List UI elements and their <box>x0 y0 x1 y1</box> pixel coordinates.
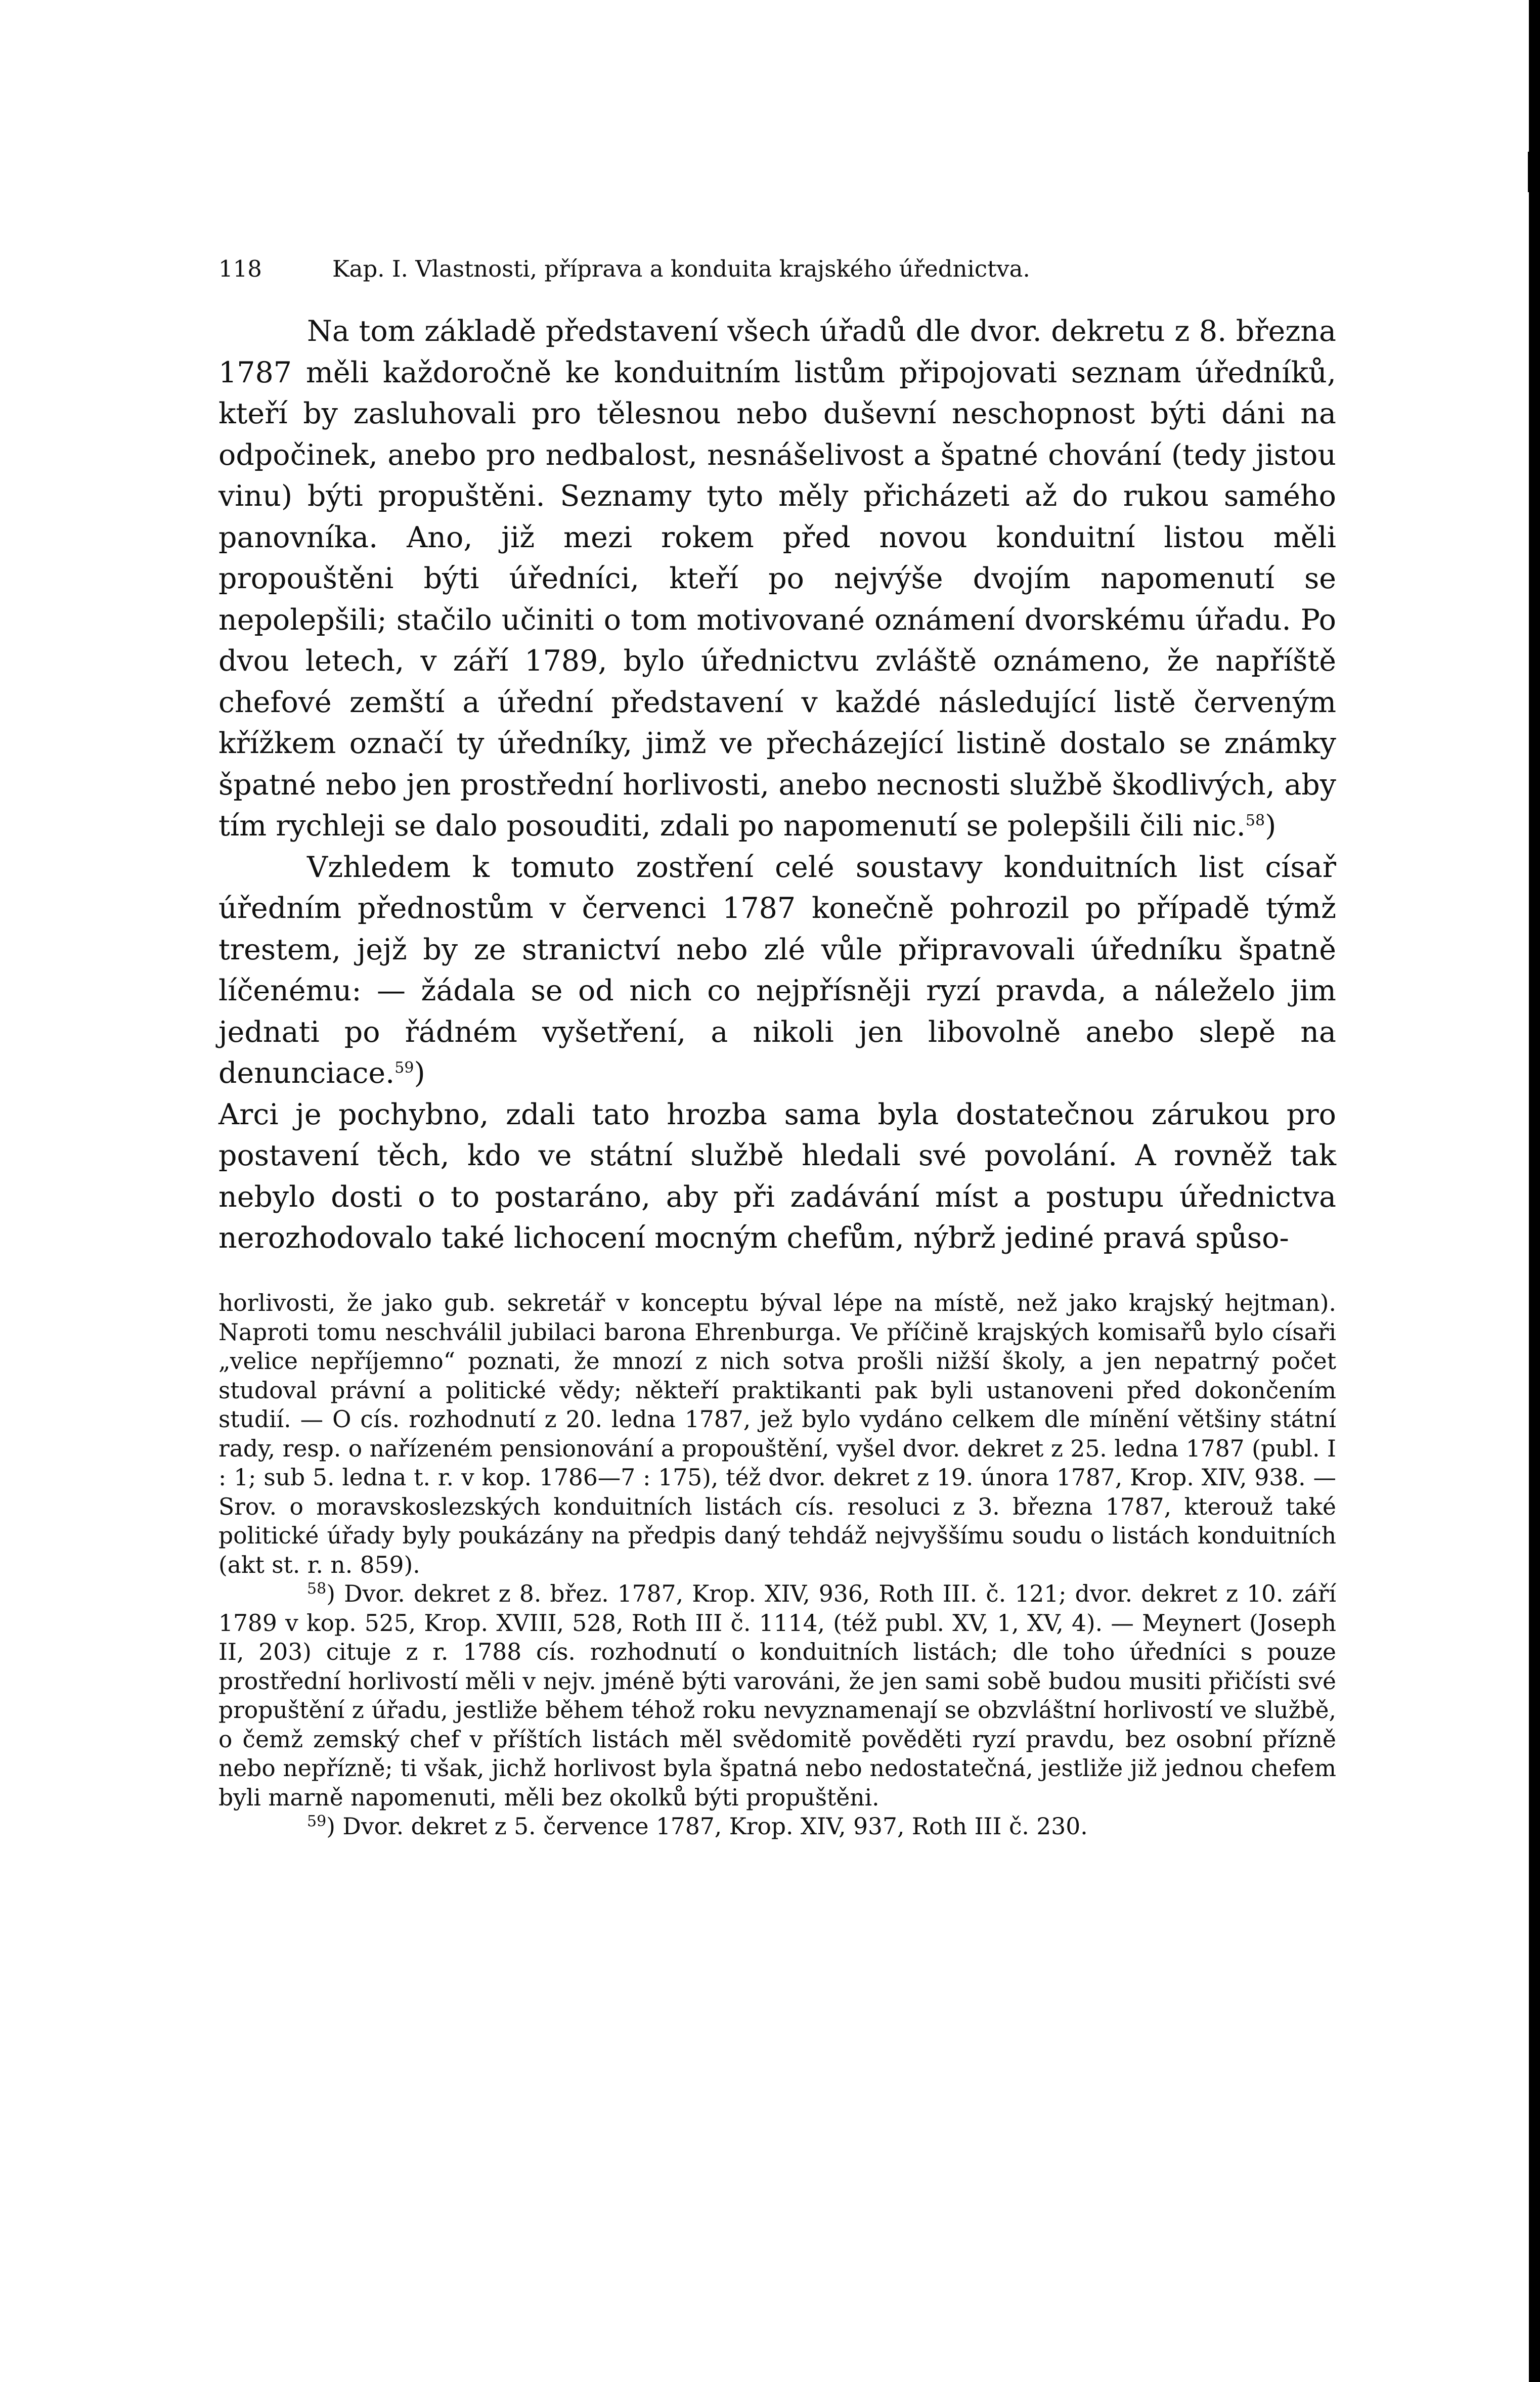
footnote-number: 58 <box>307 1579 327 1598</box>
footnote-text: Dvor. dekret z 8. břez. 1787, Krop. XIV, 936, Roth III. č. 121; dvor. dekret z 10. září 1789 v kop. 525, Krop. XVIII, 528, Roth III č. 1114, (též publ. XV, 1, XV, 4). — Meynert (Joseph II, 203) cituje z r. 1788 cís. rozhodnutí o konduitních listách; dle toho úředníci s pouze prostřední horlivostí měli v nejv. jméně býti varováni, že jen sami sobě budou musiti přičísti své propuštění z úřadu, jestliže během téhož roku nevyznamenají se obzvláštní horlivostí ve službě, o čemž zemský chef v příštích listách měl svědomitě pověděti ryzí pravdu, bez osobní přízně nebo nepřízně; ti však, jichž horlivost byla špatná nebo nedostatečná, jestliže již jednou chefem byli marně napomenuti, měli bez okolků býti propuštěni. <box>218 1580 1337 1811</box>
body-paragraph: Vzhledem k tomuto zostření celé soustavy konduitních list císař úředním přednostům v červenci 1787 konečně pohrozil po případě týmž trestem, jejž by ze stranictví nebo zlé vůle připravovali úředníku špatně líčenému: — žádala se od nich co nejpřísněji ryzí pravda, a náleželo jim jednati po řádném vyšetření, a nikoli jen libovolně anebo slepě na denunciace.$^{59}$) <box>218 850 1336 1090</box>
running-head: Kap. I. Vlastnosti, příprava a konduita krajského úřednictva. <box>332 255 1030 282</box>
footnotes <box>218 1289 1336 1841</box>
body-paragraph: Arci je pochybno, zdali tato hrozba sama byla dostatečnou zárukou pro postavení těch, kdo ve státní službě hledali své povolání. A rovněž tak nebylo dosti o to postaráno, aby při zadávání míst a postupu úřednictva nerozhodovalo také lichocení mocným chefům, nýbrž jediné pravá spůso- <box>218 1097 1336 1255</box>
footnote-58: $^{58}$) Dvor. dekret z 8. břez. 1787, Krop. XIV, 936, Roth III. č. 121; dvor. dekret z 10. září 1789 v kop. 525, Krop. XVIII, 528, Roth III č. 1114, (též publ. XV, 1, XV, 4). — Meynert (Joseph II, 203) cituje z r. 1788 cís. rozhodnutí o konduitních listách; dle toho úředníci s pouze prostřední horlivostí měli v nejv. jméně býti varováni, že jen sami sobě budou musiti přičísti své propuštění z úřadu, jestliže během téhož roku nevyznamenají se obzvláštní horlivostí ve službě, o čemž zemský chef v příštích listách měl svědomitě pověděti ryzí pravdu, bez osobní přízně nebo nepřízně; ti však, jichž horlivost byla špatná nebo nedostatečná, jestliže již jednou chefem byli marně napomenuti, měli bez okolků býti propuštěni. <box>218 1579 1337 1811</box>
footnote-text: Dvor. dekret z 5. července 1787, Krop. XIV, 937, Roth III č. 230. <box>342 1813 1088 1840</box>
footnote-59: $^{59}$) Dvor. dekret z 5. července 1787, Krop. XIV, 937, Roth III č. 230. <box>307 1812 1088 1840</box>
footnote-ref-59: 59 <box>394 1059 414 1077</box>
body-text <box>218 311 1336 1259</box>
footnote-number: 59 <box>307 1812 327 1830</box>
footnote-continuation: horlivosti, že jako gub. sekretář v konceptu býval lépe na místě, než jako krajský hejtman). Naproti tomu neschválil jubilaci barona Ehrenburga. Ve příčině krajských komisařů bylo císaři „velice nepříjemno“ poznati, že mnozí z nich sotva prošli nižší školy, a jen nepatrný počet studoval právní a politické vědy; někteří praktikanti pak byli ustanoveni před dokončením studií. — O cís. rozhodnutí z 20. ledna 1787, jež bylo vydáno celkem dle mínění většiny státní rady, resp. o nařízeném pensionování a propouštění, vyšel dvor. dekret z 25. ledna 1787 (publ. I : 1; sub 5. ledna t. r. v kop. 1786—7 : 175), též dvor. dekret z 19. února 1787, Krop. XIV, 938. — Srov. o moravskoslezských konduitních listách cís. resoluci z 3. března 1787, kterouž také politické úřady byly poukázány na předpis daný tehdáž nejvyššímu soudu o listách konduitních (akt st. r. n. 859). <box>218 1290 1336 1578</box>
body-paragraph: Na tom základě představení všech úřadů dle dvor. dekretu z 8. března 1787 měli každoročně ke konduitním listům připojovati seznam úředníků, kteří by zasluhovali pro tělesnou nebo duševní neschopnost býti dáni na odpočinek, anebo pro nedbalost, nesnášelivost a špatné chování (tedy jistou vinu) býti propuštěni. Seznamy tyto měly přicházeti až do rukou samého panovníka. Ano, již mezi rokem před novou konduitní listou měli propouštěni býti úředníci, kteří po nejvýše dvojím napomenutí se nepolepšili; stačilo učiniti o tom motivované oznámení dvorskému úřadu. Po dvou letech, v září 1789, bylo úřednictvu zvláště oznámeno, že napříště chefové zemští a úřední představení v každé následující listě červeným křížkem označí ty úředníky, jimž ve přecházející listině dostalo se známky špatné nebo jen prostřední horlivosti, anebo necnosti službě škodlivých, aby tím rychleji se dalo posouditi, zdali po napomenutí se polepšili čili nic.$^{58}$) <box>218 315 1336 843</box>
scan-edge-border <box>1529 0 1540 2382</box>
scan-edge-mark <box>1528 152 1530 192</box>
footnote-ref-58: 58 <box>1245 812 1265 829</box>
page-number: 118 <box>218 255 262 282</box>
